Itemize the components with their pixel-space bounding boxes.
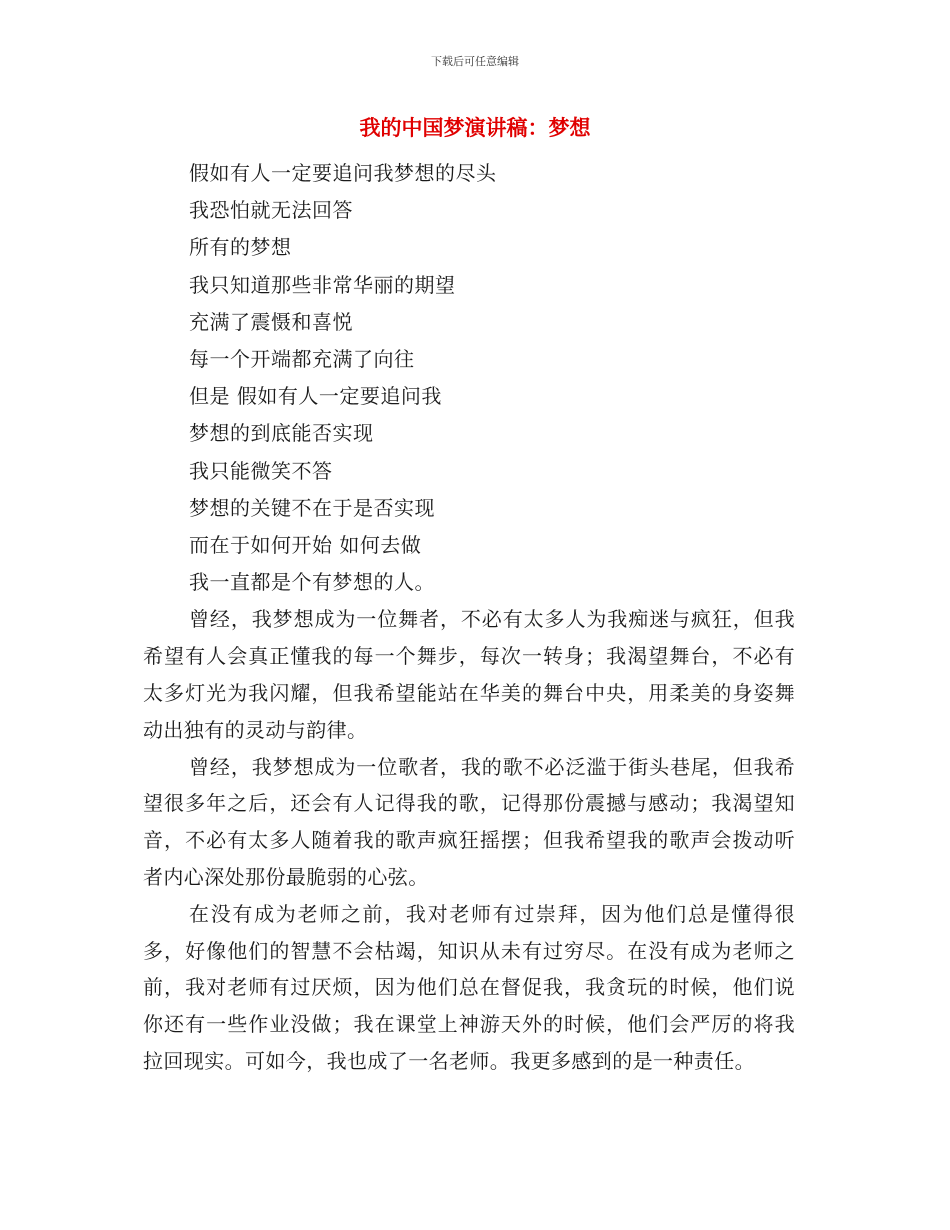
paragraph-dancer: 曾经，我梦想成为一位舞者，不必有太多人为我痴迷与疯狂，但我希望有人会真正懂我的每一个舞步，每次一转身；我渴望舞台，不必有太多灯光为我闪耀，但我希望能站在华美的舞台中央，用柔美的身姿舞动出独有的灵动与韵律。 (143, 607, 795, 742)
poem-line: 充满了震慑和喜悦 (189, 309, 353, 334)
poem-line: 每一个开端都充满了向往 (189, 347, 415, 372)
page-header-note: 下载后可任意编辑 (431, 55, 519, 68)
poem-line: 所有的梦想 (189, 235, 292, 260)
poem-line: 梦想的关键不在于是否实现 (189, 495, 435, 520)
paragraph-teacher: 在没有成为老师之前，我对老师有过崇拜，因为他们总是懂得很多，好像他们的智慧不会枯竭，知识从未有过穷尽。在没有成为老师之前，我对老师有过厌烦，因为他们总在督促我，我贪玩的时候，他们说你还有一些作业没做；我在课堂上神游天外的时候，他们会严厉的将我拉回现实。可如今，我也成了一名老师。我更多感到的是一种责任。 (143, 901, 795, 1073)
poem-line: 我只能微笑不答 (189, 458, 333, 483)
poem-line: 而在于如何开始 如何去做 (189, 533, 422, 558)
poem-line: 我只知道那些非常华丽的期望 (189, 272, 456, 297)
poem-line: 梦想的到底能否实现 (189, 421, 374, 446)
poem-line: 我恐怕就无法回答 (189, 198, 353, 223)
poem-block (143, 155, 795, 601)
poem-line: 但是 假如有人一定要追问我 (189, 384, 442, 409)
paragraph-singer: 曾经，我梦想成为一位歌者，我的歌不必泛滥于街头巷尾，但我希望很多年之后，还会有人记得我的歌，记得那份震撼与感动；我渴望知音，不必有太多人随着我的歌声疯狂摇摆；但我希望我的歌声会拨动听者内心深处那份最脆弱的心弦。 (143, 754, 795, 890)
poem-line: 假如有人一定要追问我梦想的尽头 (189, 161, 497, 185)
poem-line: 我一直都是个有梦想的人。 (189, 570, 435, 595)
document-body (143, 155, 795, 1080)
document-title: 我的中国梦演讲稿：梦想 (359, 116, 591, 140)
